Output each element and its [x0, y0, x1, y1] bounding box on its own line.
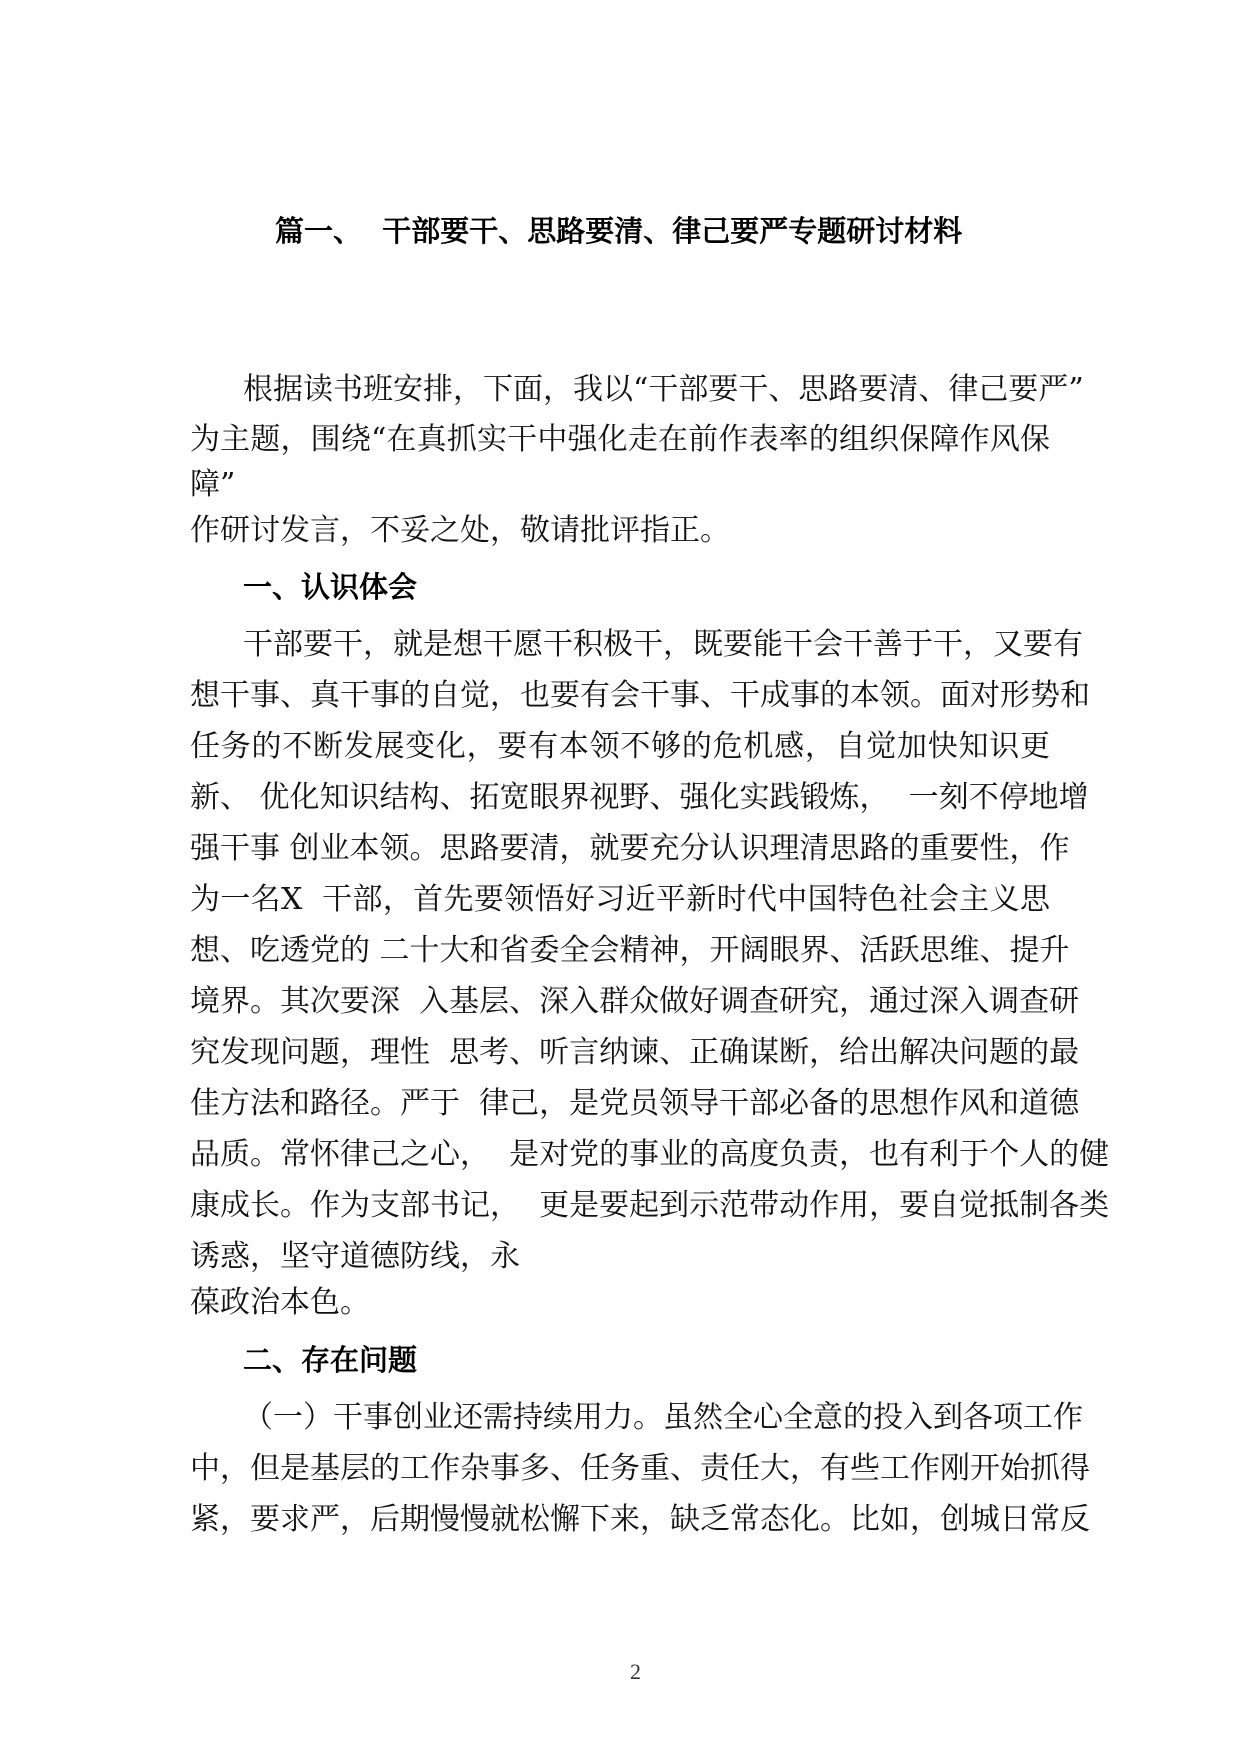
document-title: 篇一、 干部要干、思路要清、律己要严专题研讨材料 [275, 214, 963, 248]
paragraph-line: 中，但是基层的工作杂事多、任务重、责任大，有些工作刚开始抓得 [190, 1451, 1090, 1486]
paragraph-line: 品质。常怀律己之心， 是对党的事业的高度负责，也有利于个人的健 [190, 1137, 1110, 1172]
paragraph-line: 康成长。作为支部书记， 更是要起到示范带动作用，要自觉抵制各类 [190, 1188, 1110, 1223]
paragraph-line: 干部要干，就是想干愿干积极干，既要能干会干善于干，又要有 [243, 627, 1083, 662]
paragraph-line: 诱惑，坚守道德防线，永 [190, 1239, 520, 1274]
paragraph-line: 任务的不断发展变化，要有本领不够的危机感，自觉加快知识更 [190, 729, 1050, 764]
paragraph-line: 葆政治本色。 [190, 1285, 370, 1320]
paragraph-line: 佳方法和路径。严于 律己，是党员领导干部必备的思想作风和道德 [190, 1086, 1080, 1121]
paragraph-line: 想、吃透党的 二十大和省委全会精神，开阔眼界、活跃思维、提升 [190, 933, 1070, 968]
intro-line: 为主题，围绕“在真抓实干中强化走在前作表率的组织保障作风保 [190, 422, 1050, 457]
paragraph-line: 紧，要求严，后期慢慢就松懈下来，缺乏常态化。比如，创城日常反 [190, 1502, 1090, 1537]
section-heading: 二、存在问题 [243, 1343, 418, 1377]
paragraph-line: 为一名X 干部，首先要领悟好习近平新时代中国特色社会主义思 [190, 882, 1050, 917]
page-number: 2 [630, 1659, 641, 1684]
paragraph-line: （一）干事创业还需持续用力。虽然全心全意的投入到各项工作 [243, 1400, 1083, 1435]
intro-line: 作研讨发言，不妥之处，敬请批评指正。 [190, 513, 730, 548]
paragraph-line: 新、 优化知识结构、拓宽眼界视野、强化实践锻炼， 一刻不停地增 [190, 780, 1089, 815]
paragraph-line: 想干事、真干事的自觉，也要有会干事、干成事的本领。面对形势和 [190, 678, 1090, 713]
intro-line: 障” [190, 467, 236, 502]
section-heading: 一、认识体会 [243, 570, 418, 604]
paragraph-line: 强干事 创业本领。思路要清，就要充分认识理清思路的重要性，作 [190, 831, 1070, 866]
paragraph-line: 境界。其次要深 入基层、深入群众做好调查研究，通过深入调查研 [190, 984, 1080, 1019]
paragraph-line: 究发现问题，理性 思考、听言纳谏、正确谋断，给出解决问题的最 [190, 1035, 1080, 1070]
intro-line: 根据读书班安排，下面，我以“干部要干、思路要清、律己要严” [243, 372, 1084, 407]
